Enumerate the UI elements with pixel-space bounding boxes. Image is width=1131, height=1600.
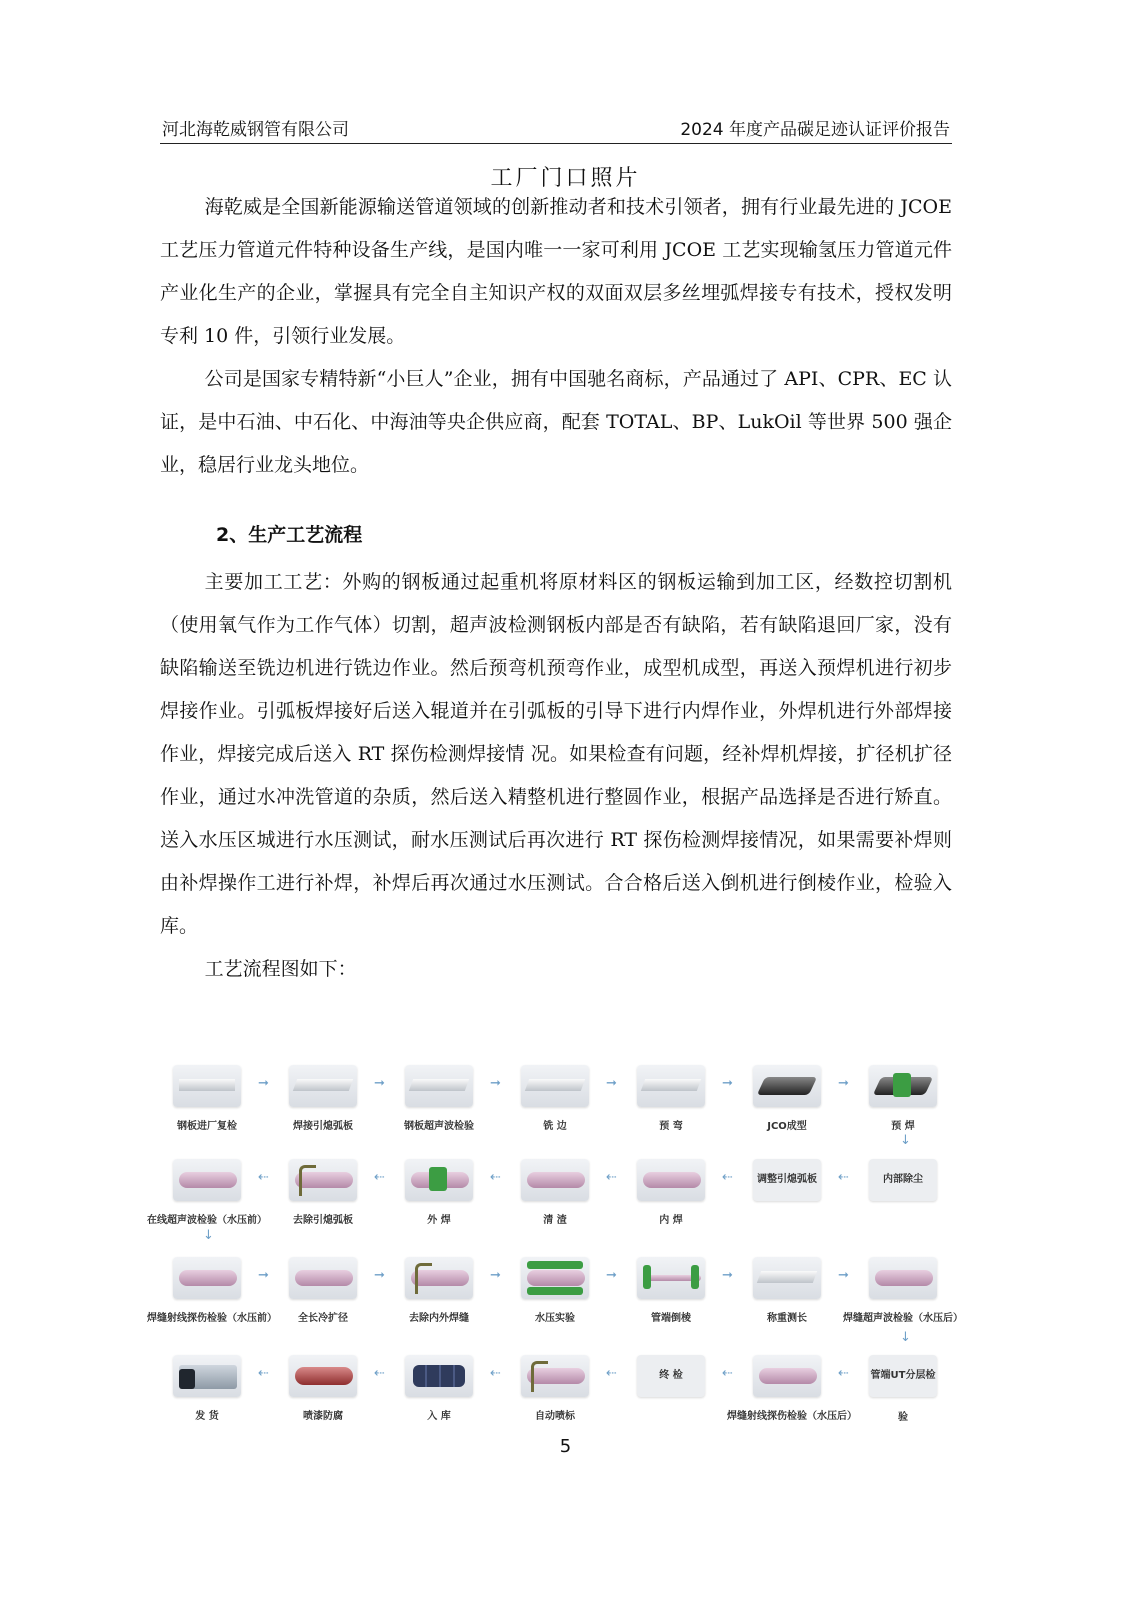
flow-step xyxy=(147,1159,267,1226)
flow-step xyxy=(147,1257,277,1324)
arrow-right-icon: ➞ xyxy=(374,1076,385,1091)
pipe-image xyxy=(637,1159,705,1201)
arrow-right-icon: ➞ xyxy=(838,1268,849,1283)
steel-plate-image xyxy=(521,1065,589,1107)
arrow-right-icon: ➞ xyxy=(490,1076,501,1091)
flow-step-label: 管端倒棱 xyxy=(651,1313,691,1324)
flow-step-label: 发 货 xyxy=(195,1411,219,1422)
flow-step-label: 在线超声波检验（水压前） xyxy=(147,1215,267,1226)
pipe-image xyxy=(753,1355,821,1397)
pipe-image xyxy=(521,1355,589,1397)
flow-step-label: 焊缝射线探伤检验（水压后） xyxy=(727,1411,857,1422)
flow-step xyxy=(379,1065,499,1132)
flow-step-label: 钢板超声波检验 xyxy=(404,1121,474,1132)
flow-step xyxy=(379,1355,499,1422)
arrow-right-icon: ➞ xyxy=(374,1268,385,1283)
flow-step-label: 预 弯 xyxy=(659,1121,683,1132)
flow-step xyxy=(495,1355,615,1422)
flow-step-label: 去除内外焊缝 xyxy=(409,1313,469,1324)
pre-welding-image xyxy=(869,1065,937,1107)
flow-step xyxy=(727,1257,847,1324)
flow-step-label: 内部除尘 xyxy=(883,1174,923,1185)
arrow-left-icon: ⇠ xyxy=(490,1170,501,1185)
flow-step xyxy=(495,1065,615,1132)
arrow-left-icon: ⇠ xyxy=(258,1366,269,1381)
flow-step-label: 铣 边 xyxy=(543,1121,567,1132)
arrow-down-icon: ↓ xyxy=(900,1133,911,1148)
intro-paragraphs xyxy=(160,186,952,487)
header-company: 河北海乾威钢管有限公司 xyxy=(162,120,349,140)
arrow-left-icon: ⇠ xyxy=(606,1366,617,1381)
flow-step xyxy=(263,1257,383,1324)
arrow-right-icon: ➞ xyxy=(838,1076,849,1091)
flow-step xyxy=(147,1065,267,1132)
flow-step-label: 去除引熄弧板 xyxy=(293,1215,353,1226)
steel-plate-image xyxy=(637,1065,705,1107)
pipe-image xyxy=(405,1159,473,1201)
flow-step xyxy=(379,1257,499,1324)
paragraph-company-intro: 海乾威是全国新能源输送管道领域的创新推动者和技术引领者，拥有行业最先进的 JCOE 工艺压力管道元件特种设备生产线，是国内唯一一家可利用 JCOE 工艺实现输氢压力管道元件产业化生产的企业，掌握具有完全自主知识产权的双面双层多丝埋弧焊接专有技术，授权发明专利 10 件，引领行业发展。 xyxy=(160,196,952,347)
flow-step xyxy=(495,1159,615,1226)
flow-step xyxy=(843,1159,963,1201)
flow-step xyxy=(727,1065,847,1132)
pipe-image xyxy=(869,1257,937,1299)
steel-plate-image xyxy=(173,1065,241,1107)
jco-forming-image xyxy=(753,1065,821,1107)
flow-step-label: JCO成型 xyxy=(767,1121,807,1132)
flow-step xyxy=(611,1065,731,1132)
flow-step-label: 自动喷标 xyxy=(535,1411,575,1422)
weighing-image xyxy=(753,1257,821,1299)
steel-plate-image xyxy=(289,1065,357,1107)
arrow-left-icon: ⇠ xyxy=(258,1170,269,1185)
pipe-stack-image xyxy=(405,1355,473,1397)
flow-step-label: 焊缝超声波检验（水压后） xyxy=(843,1313,963,1324)
flow-step-label: 入 库 xyxy=(427,1411,451,1422)
steel-plate-image xyxy=(405,1065,473,1107)
arrow-left-icon: ⇠ xyxy=(838,1366,849,1381)
arrow-left-icon: ⇠ xyxy=(722,1366,733,1381)
flow-step xyxy=(263,1159,383,1226)
arrow-right-icon: ➞ xyxy=(258,1076,269,1091)
flow-step-label: 水压实验 xyxy=(535,1313,575,1324)
process-text xyxy=(160,561,952,991)
text-box xyxy=(753,1159,821,1201)
arrow-down-icon: ↓ xyxy=(203,1228,214,1243)
flow-step-label: 调整引熄弧板 xyxy=(757,1174,817,1185)
painted-pipe-image xyxy=(289,1355,357,1397)
arrow-left-icon: ⇠ xyxy=(374,1366,385,1381)
flow-step-label: 称重测长 xyxy=(767,1313,807,1324)
flow-step-label: 清 渣 xyxy=(543,1215,567,1226)
page-number: 5 xyxy=(559,1436,572,1457)
flow-intro: 工艺流程图如下： xyxy=(204,958,357,980)
flow-step xyxy=(727,1355,857,1422)
truck-image xyxy=(173,1355,241,1397)
arrow-left-icon: ⇠ xyxy=(606,1170,617,1185)
process-flow-diagram xyxy=(135,1045,978,1423)
flow-step xyxy=(611,1257,731,1324)
arrow-right-icon: ➞ xyxy=(606,1268,617,1283)
page-header xyxy=(160,113,952,144)
text-box xyxy=(637,1355,705,1397)
arrow-left-icon: ⇠ xyxy=(374,1170,385,1185)
arrow-left-icon: ⇠ xyxy=(838,1170,849,1185)
paragraph-process: 主要加工工艺：外购的钢板通过起重机将原材料区的钢板运输到加工区，经数控切割机（使用氧气作为工作气体）切割，超声波检测钢板内部是否有缺陷，若有缺陷退回厂家，没有缺陷输送至铣边机进行铣边作业。然后预弯机预弯作业，成型机成型，再送入预焊机进行初步焊接作业。引弧板焊接好后送入辊道并在引弧板的引导下进行内焊作业，外焊机进行外部焊接作业，焊接完成后送入 RT 探伤检测焊接情 况。如果检查有问题，经补焊机焊接，扩径机扩径作业，通过水冲洗管道的杂质，然后送入精整机进行整圆作业，根据产品选择是否进行矫直。送入水压区城进行水压测试，耐水压测试后再次进行 RT 探伤检测焊接情况，如果需要补焊则由补焊操作工进行补焊，补焊后再次通过水压测试。合合格后送入倒机进行倒棱作业，检验入库。 xyxy=(160,571,952,937)
pipe-image xyxy=(521,1159,589,1201)
arrow-right-icon: ➞ xyxy=(490,1268,501,1283)
flow-step xyxy=(263,1065,383,1132)
flow-step-label: 焊缝射线探伤检验（水压前） xyxy=(147,1313,277,1324)
arrow-left-icon: ⇠ xyxy=(490,1366,501,1381)
flow-step xyxy=(843,1257,963,1324)
flow-step xyxy=(611,1159,731,1226)
pipe-image xyxy=(289,1159,357,1201)
header-report-title: 2024 年度产品碳足迹认证评价报告 xyxy=(680,120,950,140)
paragraph-company-honors: 公司是国家专精特新“小巨人”企业，拥有中国驰名商标，产品通过了 API、CPR、EC 认证，是中石油、中石化、中海油等央企供应商，配套 TOTAL、BP、LukOil 等世界 500 强企业，稳居行业龙头地位。 xyxy=(160,368,952,476)
flow-step xyxy=(843,1065,963,1132)
flow-step xyxy=(843,1355,963,1423)
flow-step-label: 内 焊 xyxy=(659,1215,683,1226)
section-title: 2、生产工艺流程 xyxy=(216,524,363,546)
flow-step-label: 管端UT分层检验 xyxy=(870,1370,936,1423)
flow-step-label: 焊接引熄弧板 xyxy=(293,1121,353,1132)
arrow-right-icon: ➞ xyxy=(258,1268,269,1283)
text-box xyxy=(869,1159,937,1201)
text-box xyxy=(869,1355,937,1423)
photo-caption: 工厂门口照片 xyxy=(490,166,641,191)
arrow-right-icon: ➞ xyxy=(606,1076,617,1091)
flow-step xyxy=(147,1355,267,1422)
flow-step xyxy=(263,1355,383,1422)
flow-step xyxy=(611,1355,731,1397)
flow-step-label: 外 焊 xyxy=(427,1215,451,1226)
pipe-image xyxy=(289,1257,357,1299)
pipe-image xyxy=(173,1257,241,1299)
flow-step xyxy=(379,1159,499,1226)
flow-step-label: 终 检 xyxy=(659,1370,683,1381)
flow-step-label: 喷漆防腐 xyxy=(303,1411,343,1422)
flow-step-label: 预 焊 xyxy=(891,1121,915,1132)
pipe-image xyxy=(173,1159,241,1201)
arrow-right-icon: ➞ xyxy=(722,1268,733,1283)
pipe-image xyxy=(405,1257,473,1299)
hydro-test-image xyxy=(521,1257,589,1299)
pipe-image xyxy=(637,1257,705,1299)
flow-step xyxy=(727,1159,847,1201)
arrow-down-icon: ↓ xyxy=(900,1330,911,1345)
flow-step-label: 钢板进厂复检 xyxy=(177,1121,237,1132)
flow-step xyxy=(495,1257,615,1324)
arrow-right-icon: ➞ xyxy=(722,1076,733,1091)
flow-step-label: 全长冷扩径 xyxy=(298,1313,348,1324)
arrow-left-icon: ⇠ xyxy=(722,1170,733,1185)
